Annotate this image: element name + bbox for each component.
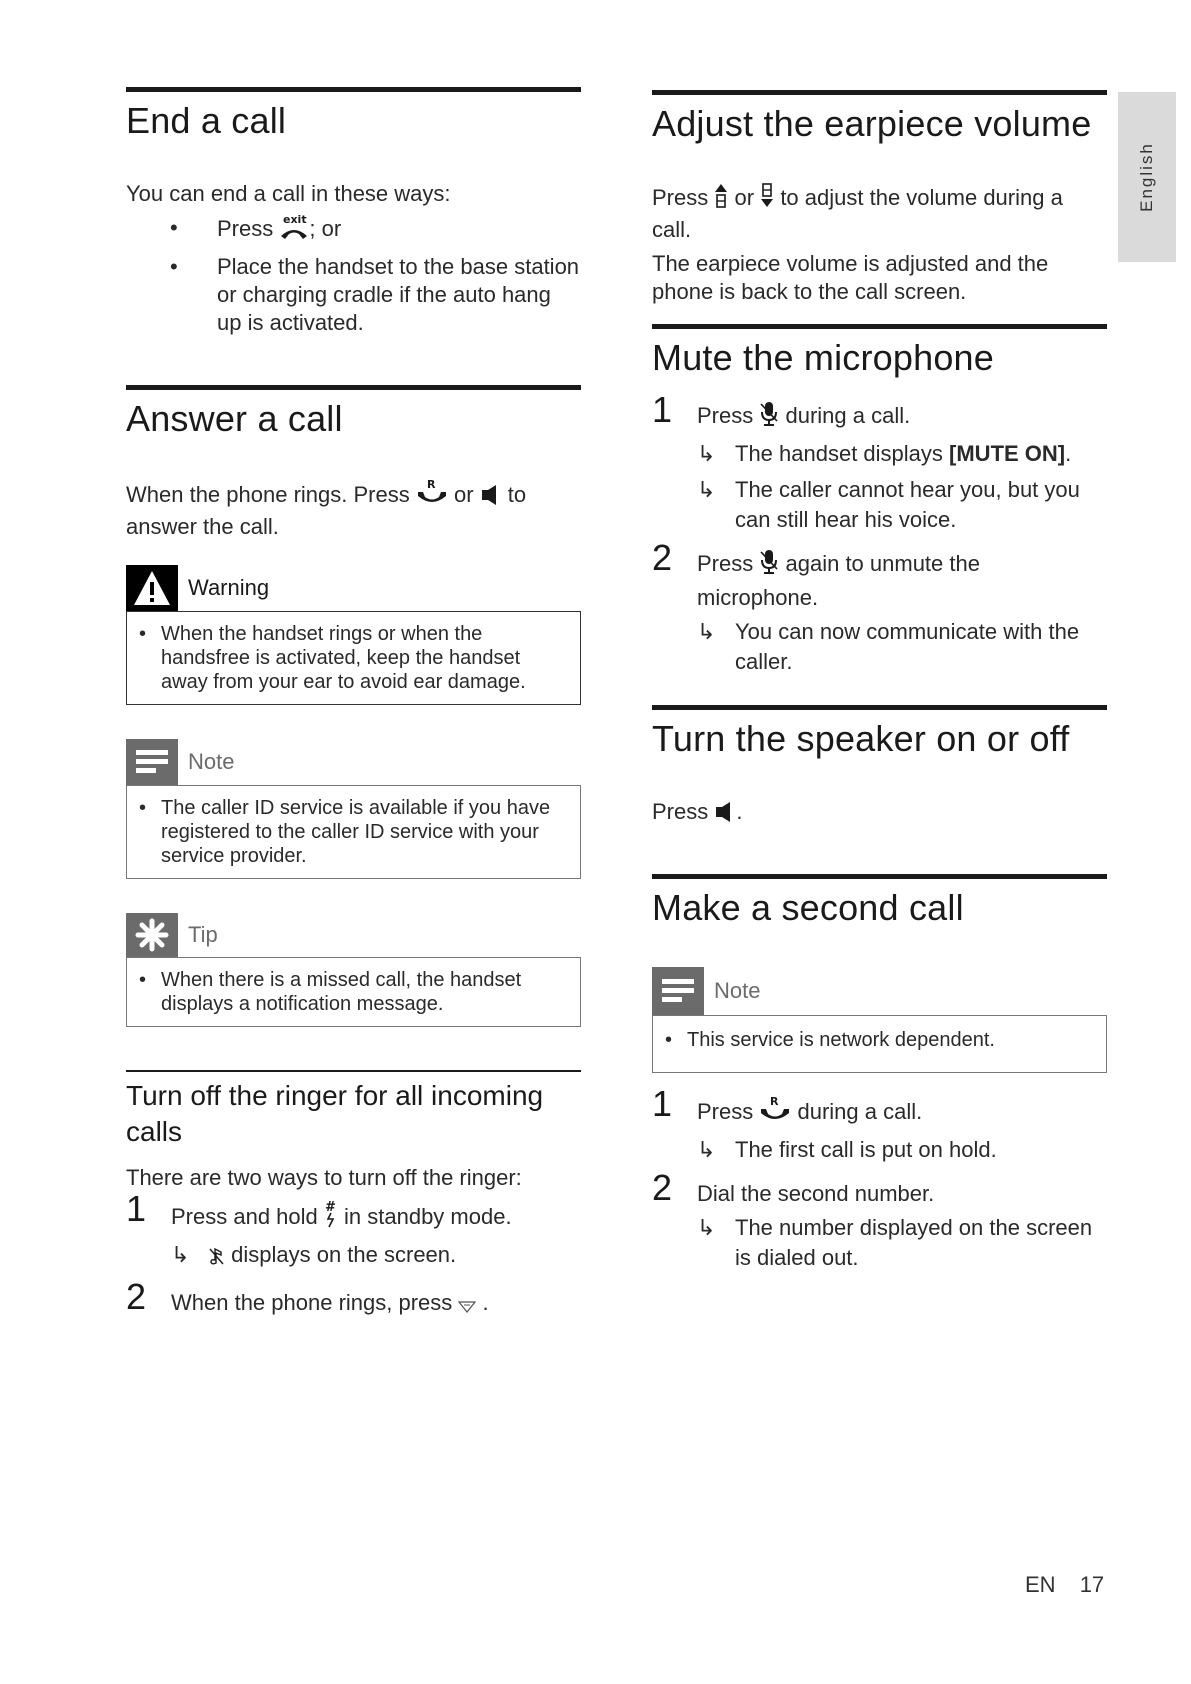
bullet-2-text: Place the handset to the base station or charging cradle if the auto hang up is activated.: [217, 254, 580, 335]
ringer-step-2: 2 When the phone rings, press .: [126, 1288, 581, 1322]
note-body: [126, 785, 581, 879]
step-number: 2: [126, 1276, 147, 1317]
answer-call-text: When the phone rings. Press R or to answer the call.: [126, 478, 527, 539]
ringer-step-1-result: ↳ displays on the screen.: [171, 1240, 581, 1274]
bullet-dot: •: [170, 254, 178, 279]
volume-line-2: The earpiece volume is adjusted and the phone is back to the call screen.: [652, 251, 1049, 304]
volume-line-1: Press or to adjust the volume during a call.: [652, 185, 1063, 242]
volume-up-icon: [714, 183, 728, 216]
warning-text: When the handset rings or when the handsfree is activated, keep the handset away from your ear to avoid ear damage.: [161, 623, 526, 693]
hash-key-icon: [324, 1200, 338, 1236]
ringer-step-1: 1 Press and hold # in standby mode. ↳ displays on the screen.: [126, 1200, 581, 1274]
ringer-title: Turn off the ringer for all incoming calls: [126, 1080, 544, 1147]
tip-text: When there is a missed call, the handset displays a notification message.: [161, 969, 522, 1015]
end-call-icon: [279, 214, 309, 247]
note-icon: [652, 967, 704, 1015]
second-call-section: [652, 874, 1107, 1273]
answer-call-title: Answer a call: [126, 398, 343, 439]
second-call-step-1-result: ↳ The first call is put on hold.: [697, 1135, 1107, 1165]
result-arrow: ↳: [171, 1242, 190, 1267]
speaker-text: Press .: [652, 798, 1107, 830]
warning-title: Warning: [188, 575, 270, 600]
note-header: [126, 739, 581, 785]
warning-header: [126, 565, 581, 611]
tip-title: Tip: [188, 922, 218, 947]
bullet-1-text-a: Press: [217, 216, 274, 241]
note-title: Note: [188, 749, 235, 774]
result-arrow: ↳: [697, 1137, 716, 1162]
end-call-bullet-1: [126, 214, 581, 247]
step-number: 2: [652, 537, 673, 578]
call-key-label: R: [770, 1095, 779, 1108]
second-call-title: Make a second call: [652, 887, 964, 928]
tip-icon: [126, 913, 178, 957]
note-icon: [126, 739, 178, 785]
bullet-dot: •: [139, 797, 147, 819]
result-arrow: ↳: [697, 441, 716, 466]
note-text: This service is network dependent.: [687, 1029, 995, 1051]
end-call-section: [126, 87, 581, 337]
mute-step-1-result-1: ↳ The handset displays [MUTE ON].: [697, 439, 1107, 469]
note-text: The caller ID service is available if you have registered to the caller ID service with your service provider.: [161, 797, 551, 867]
menu-key-icon: [458, 1292, 476, 1322]
mute-title: Mute the microphone: [652, 337, 994, 378]
note-header: [652, 967, 1107, 1015]
result-arrow: ↳: [697, 477, 716, 502]
section-rule: [126, 1070, 581, 1072]
language-tab-label: English: [1137, 142, 1157, 212]
end-call-title: End a call: [126, 100, 287, 141]
tip-header: [126, 913, 581, 957]
section-rule: [126, 385, 581, 390]
speaker-icon: [714, 801, 736, 830]
warning-callout: [126, 565, 581, 705]
mute-step-1: 1 Press during a call. ↳ The handset displays [MUTE ON]. ↳ The caller cannot hear you, but you can still hear his voice.: [652, 401, 1107, 535]
bullet-dot: •: [665, 1029, 673, 1051]
page-number: 17: [1079, 1572, 1105, 1597]
speaker-section: [652, 705, 1107, 830]
second-call-step-1: 1 Press R during a call. ↳ The first call is put on hold.: [652, 1095, 1107, 1165]
mute-step-2: 2 Press again to unmute the microphone. ↳ You can now communicate with the caller.: [652, 549, 1107, 677]
bullet-1-text-b: ; or: [309, 216, 342, 241]
note-body: [652, 1015, 1107, 1073]
hash-label: #: [324, 1200, 336, 1215]
warning-body: [126, 611, 581, 705]
volume-down-icon: [760, 183, 774, 216]
end-call-intro: You can end a call in these ways:: [126, 181, 451, 206]
call-key-icon: [759, 1095, 791, 1131]
mute-step-2-result: ↳ You can now communicate with the caller.: [697, 619, 1080, 674]
ringer-off-icon: [209, 1244, 225, 1274]
section-rule: [652, 90, 1107, 95]
mute-section: [652, 324, 1107, 677]
mute-on-label: [MUTE ON]: [949, 441, 1066, 466]
bullet-dot: •: [139, 623, 147, 645]
ringer-intro: There are two ways to turn off the ringer:: [126, 1165, 522, 1190]
mute-mic-icon: [759, 401, 779, 435]
tip-callout: [126, 913, 581, 1027]
second-call-step-2: 2 Dial the second number. ↳ The number displayed on the screen is dialed out.: [652, 1179, 1107, 1273]
second-call-step-2-result: ↳ The number displayed on the screen is dialed out.: [697, 1215, 1093, 1270]
note-title: Note: [714, 978, 761, 1003]
step-number: 1: [652, 389, 673, 430]
page-footer: [1025, 1572, 1104, 1598]
call-key-icon: [416, 478, 448, 513]
end-call-bullet-2: [126, 253, 581, 337]
second-call-note: [652, 967, 1107, 1073]
language-tab: [1118, 92, 1176, 262]
result-arrow: ↳: [697, 619, 716, 644]
step-number: 1: [652, 1083, 673, 1124]
call-key-label: R: [426, 478, 436, 491]
answer-call-section: [126, 385, 581, 1027]
note-callout: [126, 739, 581, 879]
exit-label: exit: [283, 214, 307, 226]
speaker-icon: [480, 484, 502, 513]
mute-step-1-result-2: ↳ The caller cannot hear you, but you can still hear his voice.: [697, 477, 1080, 532]
volume-section: [652, 90, 1107, 306]
section-rule: [126, 87, 581, 92]
ringer-section: [126, 1070, 581, 1322]
tip-body: [126, 957, 581, 1027]
section-rule: [652, 874, 1107, 879]
result-arrow: ↳: [697, 1215, 716, 1240]
bullet-dot: •: [170, 215, 178, 240]
footer-lang: EN: [1025, 1572, 1056, 1597]
section-rule: [652, 705, 1107, 710]
bullet-dot: •: [139, 969, 147, 991]
volume-title: Adjust the earpiece volume: [652, 103, 1092, 144]
speaker-title: Turn the speaker on or off: [652, 718, 1070, 759]
step-number: 2: [652, 1167, 673, 1208]
step-number: 1: [126, 1188, 147, 1229]
section-rule: [652, 324, 1107, 329]
warning-icon: [126, 565, 178, 611]
mute-mic-icon: [759, 549, 779, 583]
